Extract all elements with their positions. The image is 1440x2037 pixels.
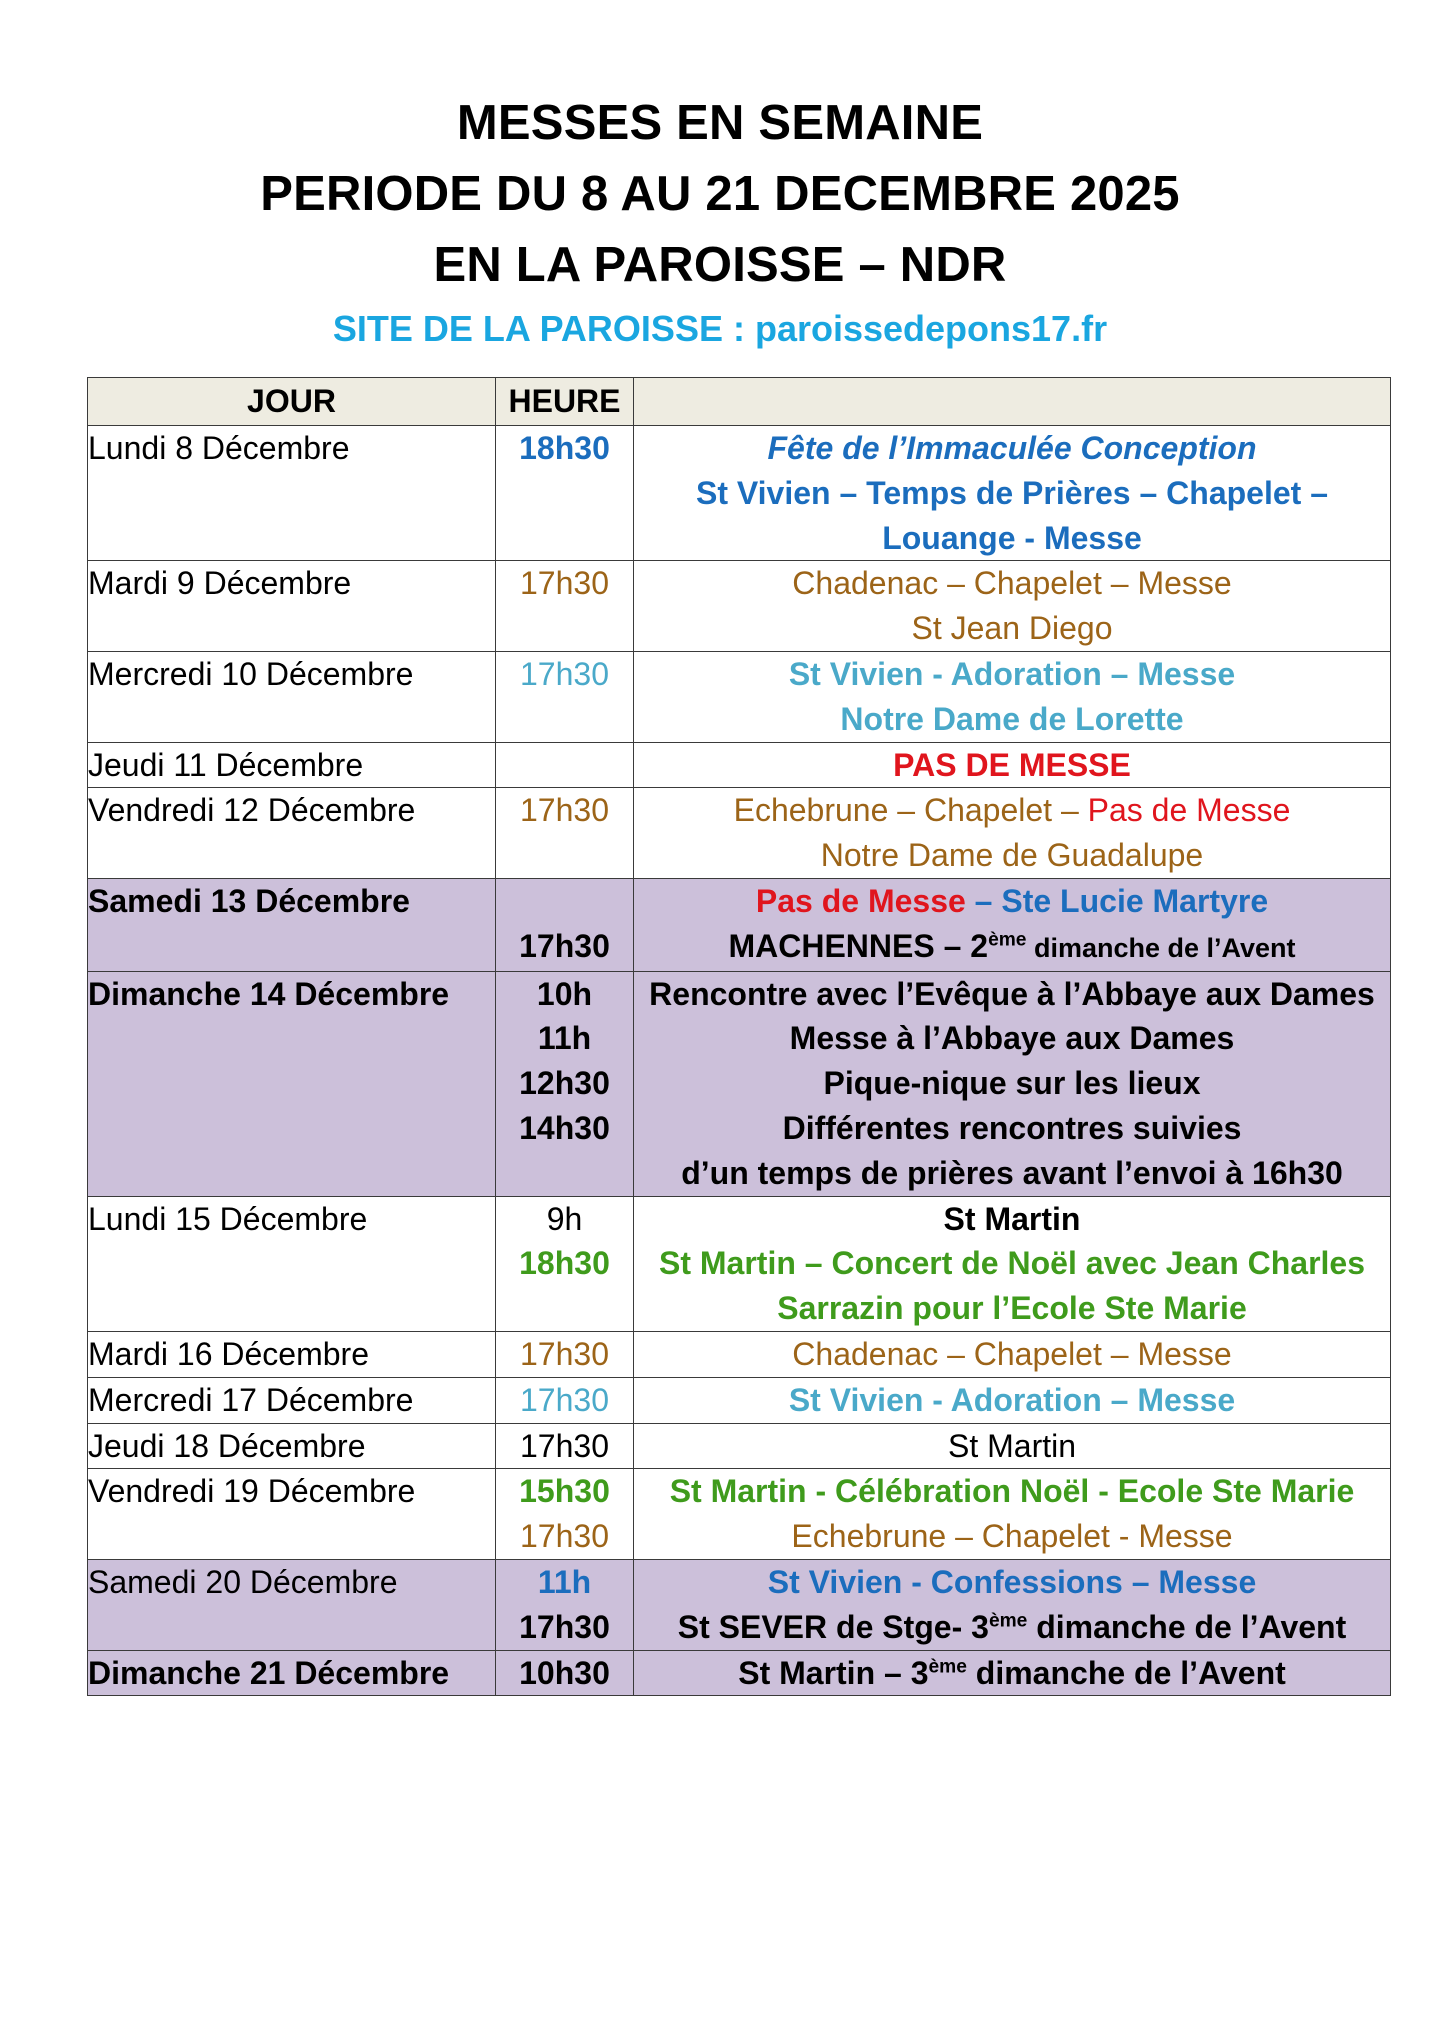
time-value: 9h [546, 1200, 583, 1237]
time-value: 10h [536, 975, 593, 1012]
activity-line: St Martin [947, 1427, 1077, 1464]
title-line-3: EN LA PAROISSE – NDR [433, 238, 1007, 292]
table-header-row [88, 378, 1391, 426]
day-cell: Mardi 16 Décembre [88, 1331, 496, 1377]
table-row [88, 651, 1391, 742]
activity-line: St Martin - Célébration Noël - Ecole Ste Marie [669, 1473, 1355, 1510]
activity-line: d’un temps de prières avant l’envoi à 16h30 [681, 1154, 1343, 1191]
day-cell: Mercredi 17 Décembre [88, 1377, 496, 1423]
table-row [88, 788, 1391, 879]
activity-line: Différentes rencontres suivies [782, 1109, 1242, 1146]
day-cell: Mercredi 10 Décembre [88, 651, 496, 742]
time-value: 17h30 [520, 1427, 609, 1464]
activity-line: St Martin [943, 1200, 1081, 1237]
activity-line: St SEVER de Stge- 3ème dimanche de l’Avent [677, 1608, 1347, 1645]
day-cell: Lundi 8 Décembre [88, 426, 496, 561]
activity-line: Echebrune – Chapelet – Pas de Messe [733, 792, 1291, 829]
activity-cell [634, 1650, 1391, 1696]
header-jour: JOUR [88, 378, 496, 426]
time-value: 15h30 [519, 1473, 610, 1510]
activity-line: St Jean Diego [911, 610, 1113, 647]
activity-line: St Vivien - Confessions – Messe [767, 1563, 1257, 1600]
mass-schedule-table [87, 377, 1391, 1696]
time-value: 11h [537, 1020, 592, 1057]
activity-line: St Martin – Concert de Noël avec Jean Charles [658, 1245, 1366, 1282]
table-row [88, 971, 1391, 1196]
time-value: 10h30 [519, 1654, 610, 1691]
time-cell [496, 426, 634, 561]
activity-cell [634, 651, 1391, 742]
time-value: 17h30 [519, 1608, 610, 1645]
table-row [88, 1559, 1391, 1650]
activity-cell [634, 1469, 1391, 1560]
day-cell: Mardi 9 Décembre [88, 561, 496, 652]
time-cell [496, 561, 634, 652]
time-cell [496, 651, 634, 742]
activity-line: Fête de l’Immaculée Conception [767, 430, 1257, 466]
time-value: 17h30 [520, 655, 609, 692]
day-cell: Lundi 15 Décembre [88, 1196, 496, 1331]
activity-line: St Vivien – Temps de Prières – Chapelet – [696, 474, 1328, 511]
time-cell [496, 1469, 634, 1560]
activity-line: MACHENNES – 2ème dimanche de l’Avent [728, 927, 1296, 964]
title-line-2: PERIODE DU 8 AU 21 DECEMBRE 2025 [260, 167, 1180, 221]
time-value: 17h30 [520, 565, 609, 602]
day-cell: Dimanche 21 Décembre [88, 1650, 496, 1696]
time-cell [496, 788, 634, 879]
activity-cell [634, 742, 1391, 788]
day-cell: Samedi 20 Décembre [88, 1559, 496, 1650]
activity-cell [634, 1196, 1391, 1331]
activity-cell [634, 1559, 1391, 1650]
time-value: 17h30 [520, 792, 609, 829]
time-value: 18h30 [519, 430, 610, 466]
title-line-1: MESSES EN SEMAINE [456, 96, 984, 150]
activity-line: Louange - Messe [882, 519, 1142, 556]
time-value: 14h30 [519, 1109, 610, 1146]
title-block [0, 88, 1440, 355]
activity-cell [634, 1331, 1391, 1377]
activity-cell [634, 971, 1391, 1196]
time-cell [496, 1377, 634, 1423]
activity-line: Sarrazin pour l’Ecole Ste Marie [777, 1290, 1247, 1327]
time-value: 17h30 [520, 1518, 609, 1555]
activity-cell [634, 561, 1391, 652]
activity-cell [634, 1377, 1391, 1423]
activity-cell [634, 878, 1391, 971]
day-cell: Vendredi 19 Décembre [88, 1469, 496, 1560]
time-cell [496, 971, 634, 1196]
time-cell [496, 742, 634, 788]
time-value [496, 879, 633, 924]
activity-line: PAS DE MESSE [893, 746, 1131, 783]
table-row [88, 742, 1391, 788]
table-row [88, 1377, 1391, 1423]
time-cell [496, 1650, 634, 1696]
time-value: 11h [537, 1563, 592, 1600]
time-value: 17h30 [519, 927, 610, 964]
activity-line: St Vivien - Adoration – Messe [788, 655, 1236, 692]
table-row [88, 561, 1391, 652]
activity-line: Chadenac – Chapelet – Messe [792, 565, 1232, 602]
time-cell [496, 878, 634, 971]
day-cell: Samedi 13 Décembre [88, 878, 496, 971]
activity-line: Messe à l’Abbaye aux Dames [789, 1020, 1235, 1057]
day-cell: Vendredi 12 Décembre [88, 788, 496, 879]
table-row [88, 1196, 1391, 1331]
activity-cell [634, 1423, 1391, 1469]
activity-line: Rencontre avec l’Evêque à l’Abbaye aux Dames [649, 975, 1375, 1012]
day-cell: Jeudi 18 Décembre [88, 1423, 496, 1469]
table-row [88, 1469, 1391, 1560]
table-row [88, 878, 1391, 971]
header-activity [634, 378, 1391, 426]
activity-line: Echebrune – Chapelet - Messe [791, 1518, 1233, 1555]
activity-cell [634, 788, 1391, 879]
time-value: 12h30 [519, 1065, 610, 1102]
activity-cell [634, 426, 1391, 561]
header-heure: HEURE [496, 378, 634, 426]
table-row [88, 1650, 1391, 1696]
time-value: 17h30 [520, 1335, 609, 1372]
activity-line: Chadenac – Chapelet – Messe [792, 1335, 1232, 1372]
time-cell [496, 1331, 634, 1377]
parish-site-line: SITE DE LA PAROISSE : paroissedepons17.fr [332, 308, 1108, 349]
time-cell [496, 1196, 634, 1331]
day-cell: Jeudi 11 Décembre [88, 742, 496, 788]
time-value: 18h30 [519, 1245, 610, 1282]
activity-line: Pique-nique sur les lieux [823, 1065, 1201, 1102]
activity-line: Notre Dame de Lorette [840, 700, 1184, 737]
activity-line: St Vivien - Adoration – Messe [788, 1381, 1236, 1418]
time-cell [496, 1559, 634, 1650]
time-cell [496, 1423, 634, 1469]
table-row [88, 1331, 1391, 1377]
activity-line: Pas de Messe – Ste Lucie Martyre [755, 882, 1269, 919]
day-cell: Dimanche 14 Décembre [88, 971, 496, 1196]
table-row [88, 1423, 1391, 1469]
activity-line: St Martin – 3ème dimanche de l’Avent [738, 1654, 1286, 1691]
table-row [88, 426, 1391, 561]
activity-line: Notre Dame de Guadalupe [820, 837, 1204, 874]
time-value: 17h30 [520, 1381, 609, 1418]
